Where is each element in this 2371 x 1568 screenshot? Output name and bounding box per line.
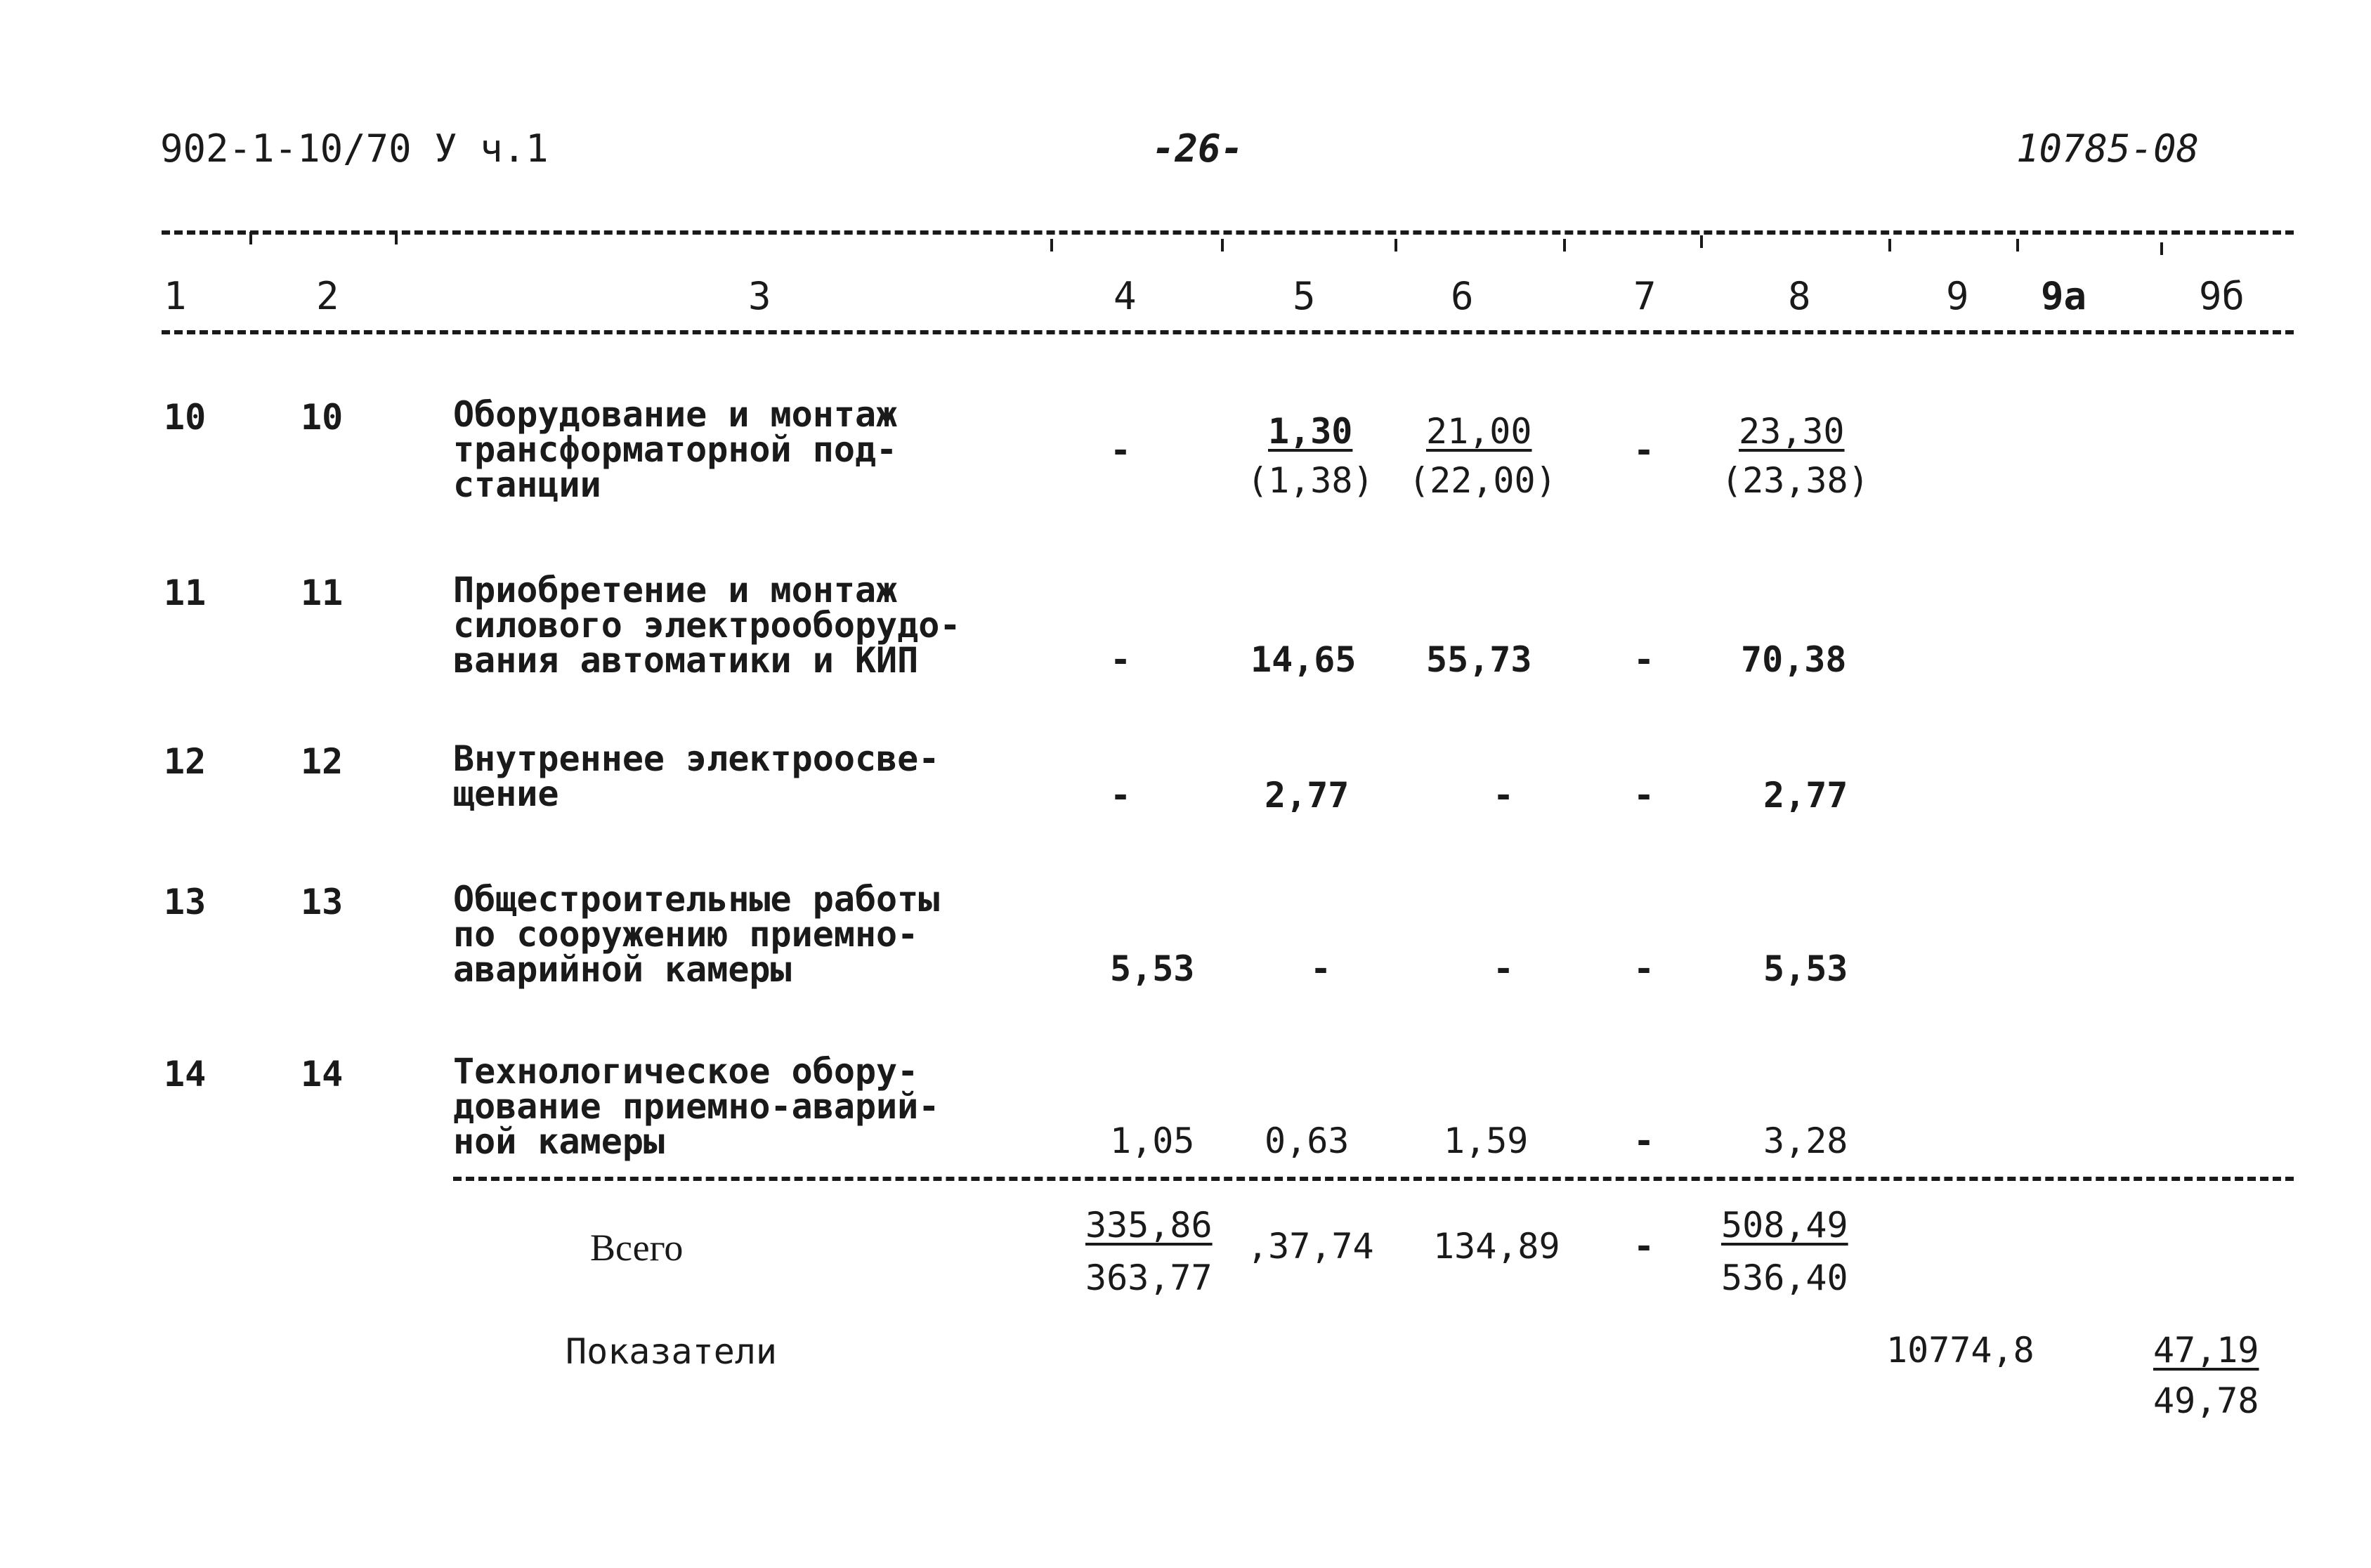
indicators-col9b-bottom: 49,78 (2153, 1380, 2259, 1421)
total-label: Всего (590, 1227, 684, 1269)
total-col6: 134,89 (1433, 1226, 1560, 1267)
column-header: 2 (316, 274, 339, 318)
cell-col8: 23,30 (1739, 411, 1845, 452)
column-header: 9б (2199, 274, 2245, 318)
cell-col6-bracket: (22,00) (1409, 460, 1557, 501)
column-header: 3 (748, 274, 771, 318)
column-header: 9 (1946, 274, 1969, 318)
cell-col5-bracket: (1,38) (1247, 460, 1374, 501)
row-description: Технологическое обору- дование приемно-аварий- ной камеры (453, 1051, 940, 1162)
column-header: 9а (2041, 274, 2087, 318)
cell-col4: - (1110, 639, 1132, 680)
row-number: 14 (164, 1054, 207, 1095)
header-bottom-rule (162, 330, 2294, 334)
table-top-rule (162, 230, 2294, 235)
document-code: 902-1-10/70 У ч.1 (160, 126, 549, 171)
row-position: 11 (301, 573, 344, 613)
column-header: 4 (1113, 274, 1137, 318)
cell-col6: - (1493, 948, 1515, 989)
row-number: 10 (164, 397, 207, 438)
sheet-number: 10785-08 (2016, 126, 2200, 171)
cell-col4: 1,05 (1110, 1121, 1195, 1161)
row-description: Общестроительные работы по сооружению приемно- аварийной камеры (453, 879, 940, 990)
row-description: Оборудование и монтаж трансформаторной под- станции (453, 394, 898, 505)
indicators-col9: 10774,8 (1886, 1330, 2034, 1371)
cell-col5: 0,63 (1265, 1121, 1350, 1161)
cell-col8: 3,28 (1763, 1121, 1848, 1161)
total-col7: - (1633, 1226, 1655, 1267)
cell-col5: 1,30 (1268, 411, 1353, 452)
row-description: Приобретение и монтаж силового электрооборудо- вания автоматики и КИП (453, 570, 961, 681)
cell-col8: 2,77 (1763, 775, 1848, 816)
cell-col5: 2,77 (1265, 775, 1350, 816)
cell-col4: - (1110, 430, 1132, 471)
row-number: 11 (164, 573, 207, 613)
column-header: 1 (164, 274, 187, 318)
cell-col6: 1,59 (1444, 1121, 1529, 1161)
cell-col8-bracket: (23,38) (1721, 460, 1869, 501)
row-position: 12 (301, 741, 344, 782)
cell-col8: 70,38 (1741, 639, 1847, 680)
row-position: 14 (301, 1054, 344, 1095)
cell-col4: 5,53 (1110, 948, 1195, 989)
page-number: -26- (1152, 126, 1244, 171)
column-header: 8 (1788, 274, 1811, 318)
row-position: 13 (301, 882, 344, 922)
cell-col5: 14,65 (1250, 639, 1357, 680)
cell-col6: 55,73 (1426, 639, 1532, 680)
total-col4-top: 335,86 (1085, 1205, 1213, 1246)
total-separator-rule (453, 1177, 2294, 1181)
row-position: 10 (301, 397, 344, 438)
cell-col5: - (1310, 948, 1332, 989)
indicators-label: Показатели (566, 1331, 778, 1372)
total-col4-bottom: 363,77 (1085, 1257, 1213, 1298)
row-number: 13 (164, 882, 207, 922)
cell-col7: - (1633, 775, 1655, 816)
cell-col7: - (1633, 639, 1655, 680)
cell-col7: - (1633, 430, 1655, 471)
column-header: 6 (1451, 274, 1474, 318)
cell-col6: 21,00 (1426, 411, 1532, 452)
cell-col6: - (1493, 775, 1515, 816)
cell-col7: - (1633, 948, 1655, 989)
column-header: 5 (1293, 274, 1316, 318)
indicators-col9b-top: 47,19 (2153, 1330, 2259, 1371)
row-description: Внутреннее электроосве- щение (453, 738, 940, 814)
cell-col7: - (1633, 1121, 1655, 1161)
cell-col4: - (1110, 775, 1132, 816)
total-col8-top: 508,49 (1721, 1205, 1848, 1246)
column-header: 7 (1633, 274, 1657, 318)
cell-col8: 5,53 (1763, 948, 1848, 989)
row-number: 12 (164, 741, 207, 782)
total-col8-bottom: 536,40 (1721, 1257, 1848, 1298)
total-col5: ,37,74 (1247, 1226, 1374, 1267)
